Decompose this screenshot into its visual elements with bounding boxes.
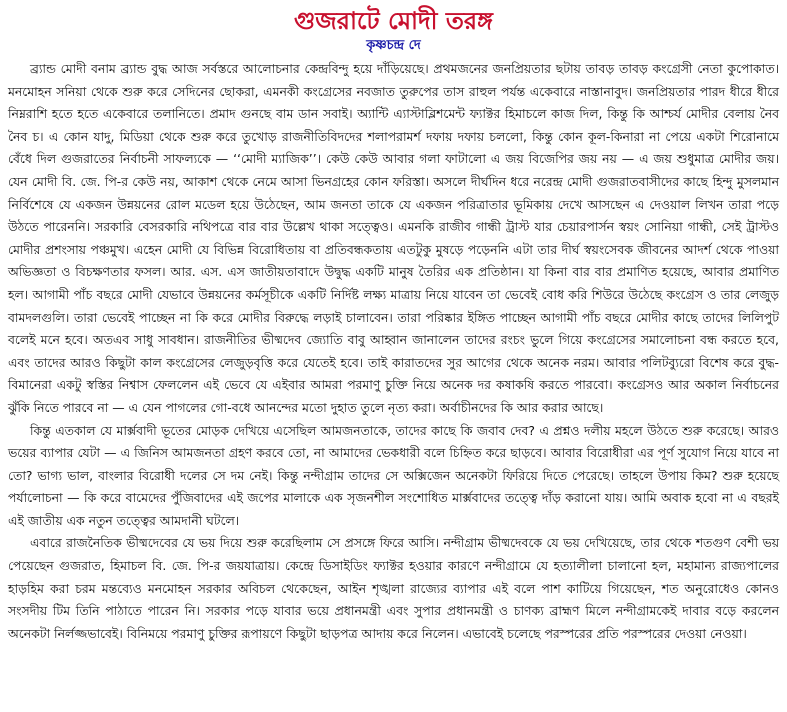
author-byline: কৃষ্ণচন্দ্র দে: [366, 38, 421, 53]
article-paragraph: কিন্তু এতকাল যে মার্ক্সবাদী ভূতের মোড়ক দেখিয়ে এসেছিল আমজনতাকে, তাদের কাছে কি জবাব দেব? এ প্রশ্নও দলীয় মহলে উঠতে শুরু করেছে। আরও ভয়ের ব্যাপার যেটা — এ জিনিস আমজনতা গ্রহণ করবে তো, না আমাদের ভেকধারী বলে চিহ্নিত করে ছাড়বে। আবার বিরোধীরা এর পূর্ণ সুযোগ নিয়ে যাবে না তো? ভাগ্য ভাল, বাংলার বিরোধী দলের সে দম নেই। কিন্তু নন্দীগ্রাম তাদের সে অক্সিজেন অনেকটা ফিরিয়ে দিতে পেরেছে। তাহলে উপায় কিম? শুরু হয়েছে পর্যালোচনা — কি করে বামেদের পুঁজিবাদের এই জপের মালাকে এক সৃজনশীল সংশোধিত মার্ক্সবাদের তত্ত্বে দাঁড় করানো যায়। আমি অবাক হবো না এ বছরই এই জাতীয় এক নতুন তত্ত্বের আমদানী ঘটলে।: [8, 422, 779, 528]
article-paragraph: ব্র্যান্ড মোদী বনাম ব্র্যান্ড বুদ্ধ আজ সর্বস্তরে আলোচনার কেন্দ্রবিন্দু হয়ে দাঁড়িয়েছে। প্রথমজনের জনপ্রিয়তার ছটায় তাবড় তাবড় কংগ্রেসী নেতা কুপোকাত। মনমোহন সনিয়া থেকে শুরু করে সেদিনের ছোকরা, এমনকী কংগ্রেসের নবজাত তুরুপের তাস রাহুল পর্যন্ত একেবারে নাস্তানাবুদ। জনপ্রিয়তার পারদ ধীরে ধীরে নিম্নরাশি হতে হতে একেবারে তলানিতে। প্রমাদ গুনছে বাম ডান সবাই। অ্যান্টি এ্যাস্টাব্লিশমেন্ট ফ্যাক্টর হিমাচলে কাজ দিল, কিন্তু কি আশ্চর্য মোদীর বেলায় নৈব নৈব চ। এ কোন যাদু, মিডিয়া থেকে শুরু করে তুখোড় রাজনীতিবিদদের শলাপরামর্শ দফায় দফায় চললো, কিন্তু কোন কূল-কিনারা না পেয়ে একটা শিরোনামে বেঁধে দিল গুজরাতের নির্বাচনী সাফল্যকে — ‘‘মোদী ম্যাজিক’’। কেউ কেউ আবার গলা ফাটালো এ জয় বিজেপির জয় নয় — এ জয় শুধুমাত্র মোদীর জয়। যেন মোদী বি. জে. পি-র কেউ নয়, আকাশ থেকে নেমে আসা ভিনগ্রহের কোন ফরিস্তা। অসলে দীর্ঘদিন ধরে নরেন্দ্র মোদী গুজরাতবাসীদের কাছে হিন্দু মুসলমান নির্বিশেষে যে একজন উন্নয়নের রোল মডেল হয়ে উঠেছেন, আম জনতা তাকে যে একজন পরিত্রাতার ভূমিকায় দেখে আসছেন এ দেওয়াল লিখন তারা পড়ে উঠতে পারেননি। সরকারি বেসরকারি নথিপত্রে বার বার উল্লেখ থাকা সত্ত্বেও। এমনকি রাজীব গান্ধী ট্রাস্ট যার চেয়ারপার্সন স্বয়ং সোনিয়া গান্ধী, সেই ট্রাস্টও মোদীর প্রশংসায় পঞ্চমুখ। এহেন মোদী যে বিভিন্ন বিরোধিতায় বা প্রতিবন্ধকতায় এতটুকু মুষড়ে পড়েননি এটা তার দীর্ঘ স্বয়ংসেবক জীবনের আদর্শ থেকে পাওয়া অভিজ্ঞতা ও বিচক্ষণতার ফসল। আর. এস. এস জাতীয়তাবাদে উদ্বুদ্ধ একটি মানুষ তৈরির এক প্রতিষ্ঠান। যা কিনা বার বার প্রমাণিত হয়েছে, আবার প্রমাণিত হল। আগামী পাঁচ বছরে মোদী যেভাবে উন্নয়নের কর্মসূচীকে একটি নির্দিষ্ট লক্ষ্য মাত্রায় নিয়ে যাবেন তা ভেবেই বোধ করি শিউরে উঠেছে কংগ্রেস ও তার লেজুড় বামদলগুলি। তারা ভেবেই পাচ্ছেন না কি করে মোদীর বিরুদ্ধে লড়াই চালাবেন। তারা পরিষ্কার ইঙ্গিত পাচ্ছেন আগামী পাঁচ বছরে মোদীর কাছে তাদের লিলিপুট বলেই মনে হবে। অতএব সাধু সাবধান। রাজনীতির ভীষ্মদেব জ্যোতি বাবু আহ্বান জানালেন তাদের রংচং ভুলে গিয়ে কংগ্রেসের সমালোচনা বন্ধ করতে হবে, এবং তাদের আরও কিছুটা কাল কংগ্রেসের লেজুড়বৃত্তি করে যেতেই হবে। তাই কারাতদের সুর আগের থেকে অনেক নরম। আবার পলিটব্যুরো বিশেষ করে বুদ্ধ-বিমানেরা একটু স্বস্তির নিশ্বাস ফেললেন এই ভেবে যে এইবার আমরা পরমাণু চুক্তি নিয়ে অনেক দর কষাকষি করতে পারবো। কংগ্রেসও আর অকাল নির্বাচনের ঝুঁকি নিতে পারবে না — এ যেন পাগলের গো-বধে আনন্দের মতো দুহাত তুলে নৃত্য করা। অর্বাচীনদের কি আর করার আছে।: [8, 61, 779, 415]
article-title: গুজরাটে মোদী তরঙ্গ: [294, 7, 493, 35]
article-body: [8, 58, 779, 645]
article-paragraph: এবারে রাজনৈতিক ভীষ্মদেবের যে ভয় দিয়ে শুরু করেছিলাম সে প্রসঙ্গে ফিরে আসি। নন্দীগ্রাম ভীষ্মদেবকে যে ভয় দেখিয়েছে, তার থেকে শতগুণ বেশী ভয় পেয়েছেন গুজরাত, হিমাচল বি. জে. পি-র জয়যাত্রায়। কেন্দ্রে ডিসাইডিং ফ্যাক্টর হওয়ার কারণে নন্দীগ্রামে যে হত্যালীলা চালানো হল, মহামান্য রাজ্যপালের হাড়হিম করা চরম মন্তব্যেও মনমোহন সরকার অবিচল থেকেছেন, আইন শৃঙ্খলা রাজ্যের ব্যাপার এই বলে পাশ কাটিয়ে গিয়েছেন, শত অনুরোধেও কোনও সংসদীয় টিম তিনি পাঠাতে পারেন নি। সরকার পড়ে যাবার ভয়ে প্রধানমন্ত্রী এবং সুপার প্রধানমন্ত্রী ও চাণক্য ব্রাহ্মণ মিলে নন্দীগ্রামকেই দাবার বড়ে করলেন অনেকটা নির্লজ্জভাবেই। বিনিময়ে পরমাণু চুক্তির রূপায়ণে কিছুটা ছাড়পত্র আদায় করে নিলেন। এভাবেই চলেছে পরস্পরের প্রতি পরস্পরের দেওয়া নেওয়া।: [8, 535, 779, 641]
